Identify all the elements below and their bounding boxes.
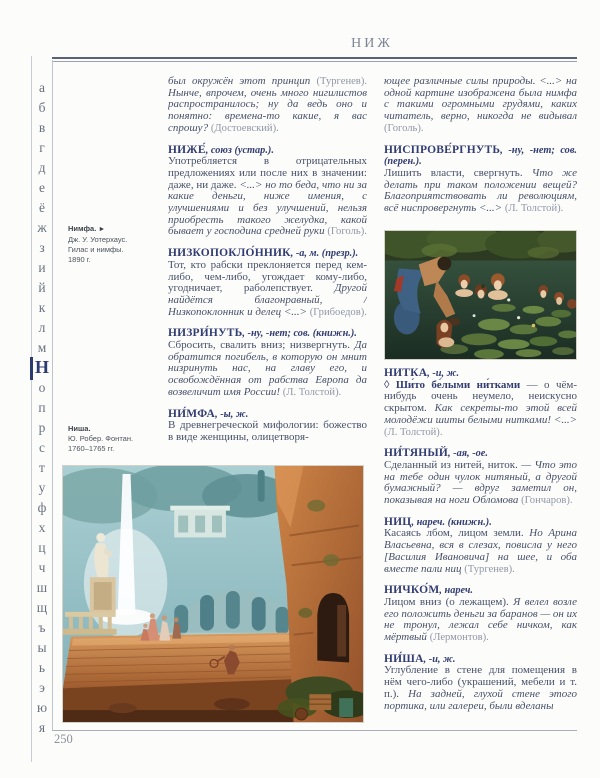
alphabet-letter-ф: ф: [37, 500, 47, 515]
entry-nityanyj: [384, 448, 577, 507]
entry-nimfa: [168, 409, 367, 444]
caption-line: 1760–1765 гг.: [68, 444, 115, 453]
text-segment-def: Лишить власти, свергнуть.: [384, 166, 532, 179]
text-segment-q: был окружён этот принцип: [168, 76, 317, 87]
alphabet-letter-р: р: [38, 420, 46, 435]
text-segment-cite: (Тургенев).: [316, 76, 367, 87]
entry-nichkom-body: [384, 597, 577, 644]
text-segment-def: Касаясь лбом, лицом земли.: [384, 527, 530, 540]
running-head: НИЖ: [351, 36, 393, 51]
text-segment-def: Тот, кто рабски преклоняется перед кем-либо, чем-либо, угождает кому-либо, угодничает, раболепствует.: [168, 258, 367, 295]
entry-nisha: [384, 654, 577, 713]
text-segment-gram: , -ну, -нет; сов. (книжн.).: [242, 328, 357, 340]
text-segment-q: Но Арина Власьевна, вся в слезах, повисла у него [Василия Ивановича] на шее, и оба вместе пали ниц: [384, 527, 577, 575]
alphabet-letter-э: э: [39, 680, 45, 695]
text-segment-def: Употребляется в отрицательных предложениях или после них в значении: даже, ни даже.: [168, 155, 367, 191]
alphabet-letter-у: у: [38, 480, 46, 495]
alphabet-letter-м: м: [37, 340, 47, 355]
arrow-right-icon: ►: [98, 226, 106, 233]
footer-rule: [52, 730, 577, 731]
text-segment-hw: НИ́ТКА: [384, 368, 428, 379]
alphabet-letter-я: я: [38, 720, 46, 735]
text-segment-gram: , -и, ж.: [423, 653, 456, 665]
text-segment-cite: (Л. Толстой).: [282, 386, 342, 398]
entry-nic: [384, 517, 577, 576]
caption-line: Гилас и нимфы.: [68, 245, 124, 254]
text-segment-gram: , союз (устар.).: [205, 144, 274, 156]
text-segment-q: Я велел возле его положить деньги за баранов — он их не тронул, лежал себе ничком, как мёртвый: [384, 595, 577, 644]
text-segment-gram: , -а, м. (презр.).: [290, 248, 359, 260]
caption-line: Ю. Робер. Фонтан.: [68, 434, 134, 443]
text-segment-gram: , -и, ж.: [427, 368, 460, 379]
caption-line: 1890 г.: [68, 255, 91, 264]
entry-nizhe: [168, 145, 367, 239]
left-text-column: [168, 76, 367, 456]
entry-nic-body: [384, 528, 577, 575]
content-left-rule: [52, 60, 53, 730]
alphabet-letter-б: б: [38, 100, 46, 115]
text-segment-idiom: Ши́то бе́лыми ни́тками: [395, 378, 521, 391]
alphabet-letter-е: е: [39, 180, 45, 195]
text-segment-def: В древнегреческой мифологии: божество в виде женщины, олицетворя-: [168, 419, 367, 443]
entry-nizrinut: [168, 328, 367, 398]
right-text-column-bottom: [384, 368, 577, 728]
alphabet-letter-ш: ш: [36, 580, 48, 595]
alphabet-letter-ы: ы: [37, 640, 47, 655]
text-segment-hw: НИ́ША: [384, 652, 424, 665]
text-segment-q: Да обратится погибель, в которую он мнит низринуть нас, на главу его, и освобождённая от рабства Европа да возвеличит имя России!: [168, 339, 367, 398]
text-segment-hw: НИЗКОПОКЛО́ННИК: [168, 247, 291, 260]
text-segment-gram: , -ы, ж.: [215, 408, 249, 420]
text-segment-q: ющее различные силы природы. <...> на одной картине изображена была нимфа с такими огромными грудями, каких читатель, верно, никогда не видывал: [384, 76, 577, 123]
text-segment-hw: НИЦ: [384, 515, 412, 528]
entry-nisprovergnut-head: [384, 145, 577, 168]
text-segment-gram: , нареч. (книжн.).: [411, 516, 492, 528]
alphabet-letter-г: г: [39, 140, 45, 155]
text-segment-gram: , -ну, -нет; сов. (перен.).: [384, 144, 577, 168]
painting-hylas-svg: [384, 230, 577, 360]
alphabet-letter-ю: ю: [36, 700, 48, 715]
text-segment-q: Как секреты-то этой всей молодёжи шиты белыми нитками! <...>: [384, 402, 577, 426]
active-letter-marker: [30, 357, 33, 380]
caption-line: Дж. У. Уотерхаус.: [68, 235, 128, 244]
alphabet-letter-н: Н: [34, 357, 49, 377]
alphabet-index: [32, 78, 52, 738]
caption-nymph: [68, 224, 164, 265]
text-segment-gram: , -ая, -ое.: [448, 448, 488, 460]
continuation-paragraph: [168, 76, 367, 135]
alphabet-letter-и: и: [38, 260, 46, 275]
right-text-column-top: [384, 76, 577, 224]
alphabet-letter-к: к: [38, 300, 46, 315]
alphabet-letter-ч: ч: [38, 560, 46, 575]
alphabet-letter-ё: ё: [39, 200, 45, 215]
painting-robert-fountain: [62, 465, 364, 723]
caption-nymph-title: [68, 224, 164, 235]
alphabet-letter-л: л: [38, 320, 46, 335]
entry-nimfa-body: [168, 420, 367, 443]
caption-niche-title: Ниша.: [68, 424, 91, 433]
continuation-paragraph: [384, 76, 577, 135]
alphabet-letter-щ: щ: [36, 600, 48, 615]
page-number: 250: [54, 732, 73, 746]
entry-nityanyj-body: [384, 460, 577, 507]
alphabet-letter-а: а: [39, 80, 45, 95]
alphabet-letter-ь: ь: [38, 660, 46, 675]
entry-nisprovergnut-body: [384, 168, 577, 215]
alphabet-letter-д: д: [38, 160, 46, 175]
text-segment-q: Нынче, впрочем, очень много нигилистов распространилось; ну да ведь оно и понятно: времена-то какие, я вас спрошу?: [168, 86, 367, 134]
text-segment-def: Сбросить, свалить вниз; низвергнуть.: [168, 339, 355, 352]
entry-nitka: [384, 368, 577, 438]
alphabet-letter-ц: ц: [38, 540, 46, 555]
entry-nizkopoklonnik: [168, 248, 367, 318]
text-segment-def: Лицом вниз (о лежащем).: [384, 595, 514, 608]
text-segment-q: — Что это на тебе один чулок нитяный, а другой бумажный? — вдруг заметил он, показывая на ноги Обломова: [384, 458, 577, 507]
text-segment-hw: НИ́ТЯНЫЙ: [384, 447, 449, 460]
alphabet-letter-х: х: [38, 520, 46, 535]
alphabet-letter-ж: ж: [37, 220, 47, 235]
text-segment-q: <...> но то беда, что ни за какие деньги, ниже имения, с улучшениями и без улучшений, нельзя приобресть такого желудка, какой бывает у господина средней руки: [168, 178, 367, 238]
alphabet-letter-п: п: [38, 400, 46, 415]
text-segment-cite: (Л. Толстой).: [504, 203, 564, 215]
entry-nizhe-body: [168, 156, 367, 238]
classical-building: [170, 506, 230, 538]
entry-nichkom: [384, 585, 577, 644]
text-segment-cite: (Грибоедов).: [309, 306, 367, 318]
header-rule: [52, 57, 577, 62]
text-segment-hw: НИЧКО́М: [384, 584, 440, 597]
entry-nisha-body: [384, 665, 577, 712]
text-segment-hw: НИЗРИ́НУТЬ: [168, 327, 243, 340]
text-segment-cite: (Л. Толстой).: [384, 426, 443, 438]
painting-fountain-svg: [62, 465, 364, 723]
alphabet-letter-ъ: ъ: [38, 620, 46, 635]
text-segment-gram: , нареч.: [439, 585, 473, 597]
caption-niche: [68, 424, 164, 454]
text-segment-def: Сделанный из нитей, ниток.: [384, 458, 522, 471]
text-segment-dia: ◊: [384, 378, 396, 391]
alphabet-letter-т: т: [39, 460, 45, 475]
entry-nisprovergnut: [384, 145, 577, 215]
text-segment-q: На задней, глухой стене этого портика, или галереи, были вделаны: [384, 687, 577, 712]
alphabet-letter-с: с: [39, 440, 45, 455]
alphabet-letter-й: й: [38, 280, 46, 295]
entry-nitka-body: [384, 380, 577, 439]
balustrade: [63, 612, 117, 635]
painting-hylas-and-nymphs: [384, 230, 577, 360]
text-segment-hw: НИЖЕ́: [168, 143, 206, 156]
text-segment-cite: (Достоевский).: [210, 122, 279, 134]
text-segment-def: Углубление в стене для помещения в нём чего-либо (украшений, мебели и т. п.).: [384, 664, 577, 700]
text-segment-q: Другой найдётся благонравный, / Низкопоклонник и делец <...>: [168, 282, 367, 318]
text-segment-cite: (Гоголь).: [384, 122, 424, 134]
entry-nizrinut-body: [168, 340, 367, 399]
text-segment-cite: (Гоголь).: [327, 226, 367, 238]
text-segment-cite: (Гончаров).: [521, 495, 573, 507]
alphabet-letter-з: з: [39, 240, 45, 255]
text-segment-hw: НИСПРОВЕ́РГНУТЬ: [384, 143, 501, 156]
text-segment-cite: (Тургенев).: [464, 563, 515, 575]
caption-title-text: Нимфа.: [68, 224, 97, 233]
alphabet-letter-в: в: [38, 120, 46, 135]
alphabet-letter-о: о: [38, 380, 46, 395]
text-segment-def: — о чём-нибудь очень неумело, неискусно скрытом.: [384, 378, 577, 415]
entry-nizkopoklonnik-body: [168, 260, 367, 319]
text-segment-q: Что же делать при таком положении вещей? Благоприятствовать ли революциям, всё ниспровергнуть <...>: [384, 166, 577, 215]
text-segment-cite: (Лермонтов).: [429, 632, 489, 644]
text-segment-hw: НИ́МФА: [168, 407, 216, 420]
